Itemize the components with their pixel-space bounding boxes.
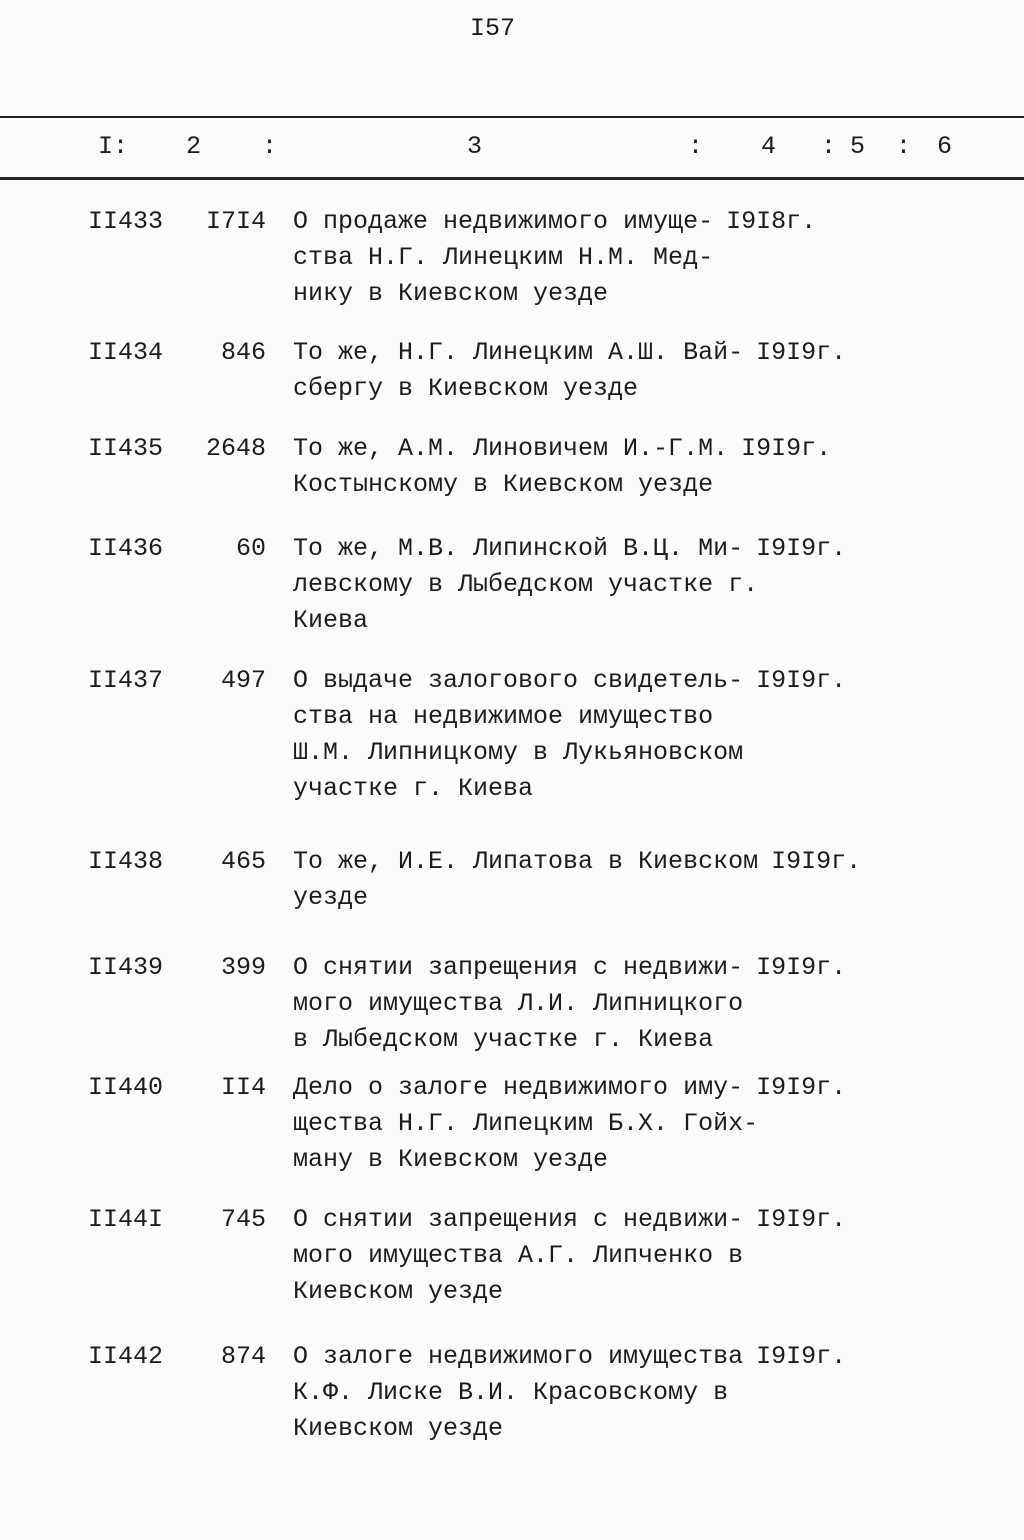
description-line (293, 603, 846, 639)
entry-description (293, 663, 846, 807)
description-line (293, 986, 846, 1022)
entry-description (293, 335, 846, 407)
sheet-count: 465 (220, 847, 266, 876)
description-text: сбергу в Киевском уезде (293, 374, 639, 403)
description-text: щества Н.Г. Липецким Б.Х. Гойх- (293, 1109, 759, 1138)
entry-year: I9I8г. (726, 207, 817, 236)
description-line (293, 1070, 846, 1106)
entry-description (293, 204, 816, 312)
entry-description (293, 844, 861, 916)
description-text: в Лыбедском участке г. Киева (293, 1025, 714, 1054)
description-line (293, 771, 846, 807)
entry-description (293, 1070, 846, 1178)
entry-description (293, 950, 846, 1058)
description-line (293, 735, 846, 771)
sheet-count: 399 (220, 953, 266, 982)
description-text: К.Ф. Лиске В.И. Красовскому в (293, 1378, 729, 1407)
entry-description (293, 431, 831, 503)
entry-description (293, 1339, 846, 1447)
sheet-count: 745 (220, 1205, 266, 1234)
description-text: ману в Киевском уезде (293, 1145, 609, 1174)
description-line (293, 276, 816, 312)
description-line (293, 699, 846, 735)
entry-year: I9I9г. (756, 338, 847, 367)
entry-number: II435 (88, 434, 164, 463)
description-text: О выдаче залогового свидетель- (293, 666, 744, 695)
entry-number: II436 (88, 534, 164, 563)
description-line (293, 1142, 846, 1178)
description-text: О снятии запрещения с недвижи- (293, 1205, 744, 1234)
sheet-count: II4 (220, 1073, 266, 1102)
description-text: нику в Киевском уезде (293, 279, 609, 308)
sheet-count: 60 (235, 534, 266, 563)
description-text: Дело о залоге недвижимого иму- (293, 1073, 744, 1102)
entry-number: II434 (88, 338, 164, 367)
description-line (293, 467, 831, 503)
description-text: Киевском уезде (293, 1414, 504, 1443)
description-text: уезде (293, 883, 369, 912)
col-header-2: 2 (186, 132, 202, 161)
sheet-count: 497 (220, 666, 266, 695)
description-line (293, 1106, 846, 1142)
description-line (293, 371, 846, 407)
col-header-3: 3 (467, 132, 483, 161)
entry-number: II442 (88, 1342, 164, 1371)
description-text: О залоге недвижимого имущества (293, 1342, 744, 1371)
description-text: О снятии запрещения с недвижи- (293, 953, 744, 982)
entry-year: I9I9г. (771, 847, 862, 876)
entry-year: I9I9г. (756, 666, 847, 695)
description-text: О продаже недвижимого имуще- (293, 207, 714, 236)
description-text: Киевском уезде (293, 1277, 504, 1306)
description-line (293, 431, 831, 467)
description-line (293, 335, 846, 371)
entry-number: II439 (88, 953, 164, 982)
description-line (293, 567, 846, 603)
description-text: ства на недвижимое имущество (293, 702, 714, 731)
entry-description (293, 1202, 846, 1310)
description-text: То же, Н.Г. Линецким А.Ш. Вай- (293, 338, 744, 367)
description-text: мого имущества А.Г. Липченко в (293, 1241, 744, 1270)
description-line (293, 1411, 846, 1447)
header-bottom-rule (0, 177, 1024, 180)
col-header-5: 5 (850, 132, 866, 161)
header-top-rule (0, 116, 1024, 118)
entry-year: I9I9г. (741, 434, 832, 463)
col-separator: : (896, 132, 912, 161)
description-line (293, 1202, 846, 1238)
col-separator: : (262, 132, 278, 161)
description-text: То же, И.Е. Липатова в Киевском (293, 847, 759, 876)
description-line (293, 1022, 846, 1058)
description-line (293, 531, 846, 567)
description-line (293, 844, 861, 880)
description-line (293, 240, 816, 276)
sheet-count: 874 (220, 1342, 266, 1371)
sheet-count: I7I4 (205, 207, 266, 236)
entry-year: I9I9г. (756, 1205, 847, 1234)
page-number: I57 (470, 14, 516, 43)
description-text: То же, М.В. Липинской В.Ц. Ми- (293, 534, 744, 563)
entry-year: I9I9г. (756, 953, 847, 982)
description-text: Ш.М. Липницкому в Лукьяновском (293, 738, 744, 767)
description-line (293, 950, 846, 986)
description-line (293, 1238, 846, 1274)
entry-year: I9I9г. (756, 1342, 847, 1371)
description-text: левскому в Лыбедском участке г. (293, 570, 759, 599)
col-header-4: 4 (761, 132, 777, 161)
description-text: То же, А.М. Линовичем И.-Г.М. (293, 434, 729, 463)
entry-year: I9I9г. (756, 1073, 847, 1102)
entry-number: II437 (88, 666, 164, 695)
entry-number: II438 (88, 847, 164, 876)
description-line (293, 880, 861, 916)
description-text: ства Н.Г. Линецким Н.М. Мед- (293, 243, 714, 272)
description-line (293, 1274, 846, 1310)
entry-number: II440 (88, 1073, 164, 1102)
sheet-count: 846 (220, 338, 266, 367)
description-line (293, 204, 816, 240)
entry-description (293, 531, 846, 639)
sheet-count: 2648 (205, 434, 266, 463)
description-line (293, 1375, 846, 1411)
entry-number: II44I (88, 1205, 164, 1234)
description-line (293, 663, 846, 699)
entry-year: I9I9г. (756, 534, 847, 563)
description-text: Костынскому в Киевском уезде (293, 470, 714, 499)
col-header-1: I: (98, 132, 129, 161)
description-text: мого имущества Л.И. Липницкого (293, 989, 744, 1018)
col-header-6: 6 (937, 132, 953, 161)
description-line (293, 1339, 846, 1375)
col-separator: : (821, 132, 837, 161)
col-separator: : (688, 132, 704, 161)
description-text: Киева (293, 606, 369, 635)
entry-number: II433 (88, 207, 164, 236)
description-text: участке г. Киева (293, 774, 534, 803)
